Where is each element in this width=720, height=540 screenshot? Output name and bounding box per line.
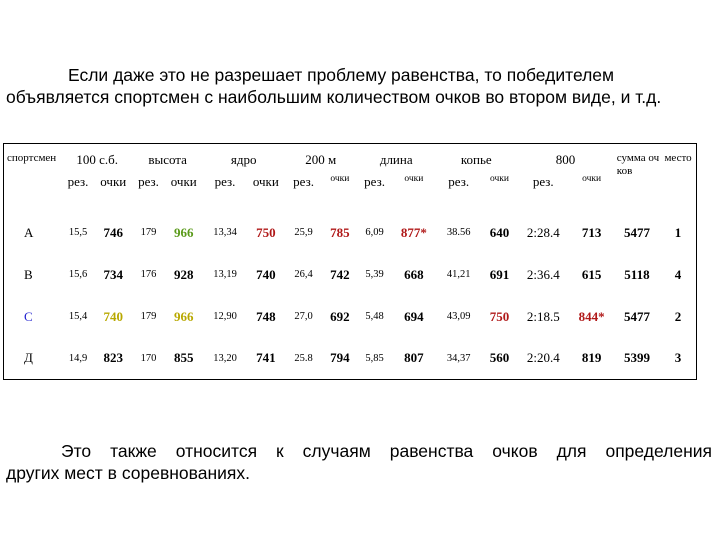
result-cell: 6,09 xyxy=(365,227,384,238)
total-header: сумма очков xyxy=(616,152,660,177)
sub-res: рез. xyxy=(532,173,554,189)
place-cell: 3 xyxy=(674,350,682,366)
athlete-name: А xyxy=(24,224,34,240)
event-header-800m: 800 xyxy=(555,152,576,167)
sub-pts: очки xyxy=(100,173,127,189)
points-cell-highlight: 966 xyxy=(173,224,194,240)
sub-pts: очки xyxy=(489,173,509,184)
outro-paragraph xyxy=(6,440,712,484)
result-cell: 43,09 xyxy=(446,311,471,322)
result-cell: 13,19 xyxy=(213,269,237,280)
points-cell-highlight: 877* xyxy=(400,224,427,240)
points-cell: 615 xyxy=(581,266,602,282)
result-cell: 2:18.5 xyxy=(526,308,560,324)
result-cell: 15,4 xyxy=(68,311,88,322)
outro-line-1: Это также относится к случаям равенства очков для определения xyxy=(61,441,712,461)
points-cell: 855 xyxy=(173,350,194,366)
event-header-high-jump: высота xyxy=(148,152,187,167)
intro-paragraph xyxy=(6,64,712,108)
total-cell: 5477 xyxy=(623,224,650,240)
result-cell: 26,4 xyxy=(294,269,313,280)
points-cell: 640 xyxy=(489,224,510,240)
result-cell: 13,20 xyxy=(213,352,237,364)
result-cell: 5,85 xyxy=(365,352,384,364)
sub-pts: очки xyxy=(582,173,602,184)
points-cell-highlight: 966 xyxy=(173,308,194,324)
points-cell: 560 xyxy=(489,350,510,366)
event-header-long-jump: длина xyxy=(379,152,413,167)
sub-res: рез. xyxy=(138,173,159,189)
points-cell: 748 xyxy=(256,308,276,324)
result-cell: 170 xyxy=(140,352,157,364)
place-cell: 4 xyxy=(674,266,682,282)
sub-pts: очки xyxy=(330,173,350,184)
points-cell-highlight: 785 xyxy=(330,224,350,240)
result-cell: 5,39 xyxy=(365,269,384,280)
points-cell: 741 xyxy=(256,350,276,366)
result-cell: 41,21 xyxy=(446,269,471,280)
points-cell-highlight: 844* xyxy=(578,308,605,324)
result-cell: 12,90 xyxy=(213,311,237,322)
event-header-shot-put: ядро xyxy=(230,152,257,167)
sub-res: рез. xyxy=(214,173,236,189)
table-row-athlete-b xyxy=(4,254,697,296)
result-cell: 27,0 xyxy=(294,311,313,322)
place-cell: 1 xyxy=(674,224,682,240)
event-header-100m-hurdles: 100 с.б. xyxy=(76,152,118,167)
table-row-athlete-a xyxy=(4,212,697,254)
intro-line-1: Если даже это не разрешает проблему равенства, то победителем xyxy=(68,65,615,85)
result-cell: 15,6 xyxy=(68,269,88,280)
total-cell: 5118 xyxy=(624,266,650,282)
points-cell-highlight: 750 xyxy=(256,224,276,240)
result-cell: 179 xyxy=(140,311,157,322)
result-cell: 38.56 xyxy=(446,227,471,238)
total-cell: 5477 xyxy=(623,308,650,324)
athlete-name: В xyxy=(24,266,33,282)
result-cell: 34,37 xyxy=(446,352,471,364)
points-cell: 694 xyxy=(404,308,424,324)
points-cell: 807 xyxy=(404,350,424,366)
result-cell: 2:36.4 xyxy=(526,266,560,282)
result-cell: 15,5 xyxy=(68,227,88,238)
sub-pts: очки xyxy=(170,173,197,189)
outro-line-2: других мест в соревнованиях. xyxy=(6,463,251,483)
sub-pts: очки xyxy=(252,173,279,189)
result-cell: 5,48 xyxy=(365,311,384,322)
result-cell: 176 xyxy=(140,269,157,280)
sub-pts: очки xyxy=(404,173,424,184)
points-cell: 928 xyxy=(173,266,194,282)
sub-res: рез. xyxy=(293,173,314,189)
result-cell: 25.8 xyxy=(294,352,313,364)
result-cell: 13,34 xyxy=(213,227,237,238)
points-cell: 668 xyxy=(404,266,424,282)
sub-res: рез. xyxy=(67,173,89,189)
points-cell: 794 xyxy=(330,350,350,366)
points-cell-highlight: 750 xyxy=(489,308,510,324)
points-cell: 742 xyxy=(330,266,350,282)
sub-res: рез. xyxy=(448,173,470,189)
points-cell: 823 xyxy=(103,350,123,366)
points-cell: 819 xyxy=(581,350,602,366)
points-cell-highlight: 740 xyxy=(103,308,123,324)
event-header-200m: 200 м xyxy=(305,152,337,167)
points-cell: 713 xyxy=(581,224,602,240)
points-cell: 692 xyxy=(330,308,350,324)
results-table xyxy=(3,143,697,380)
result-cell: 179 xyxy=(140,227,157,238)
total-cell: 5399 xyxy=(623,350,650,366)
table-row-athlete-d xyxy=(4,338,697,380)
athlete-name: Д xyxy=(24,350,33,366)
result-cell: 2:20.4 xyxy=(526,350,560,366)
points-cell: 734 xyxy=(103,266,123,282)
result-cell: 2:28.4 xyxy=(526,224,560,240)
athlete-header: спортсмен xyxy=(7,152,57,164)
points-cell: 746 xyxy=(103,224,123,240)
result-cell: 25,9 xyxy=(294,227,313,238)
place-header: место xyxy=(664,152,692,164)
sub-res: рез. xyxy=(364,173,385,189)
athlete-name: С xyxy=(24,308,33,324)
header-row-subcolumns xyxy=(4,172,697,212)
place-cell: 2 xyxy=(674,308,682,324)
result-cell: 14,9 xyxy=(68,352,88,364)
intro-line-2: объявляется спортсмен с наибольшим количеством очков во втором виде, и т.д. xyxy=(6,87,662,107)
points-cell: 691 xyxy=(489,266,510,282)
event-header-javelin: копье xyxy=(460,152,492,167)
header-row-events xyxy=(4,144,697,172)
table-row-athlete-c xyxy=(4,296,697,338)
points-cell: 740 xyxy=(256,266,276,282)
